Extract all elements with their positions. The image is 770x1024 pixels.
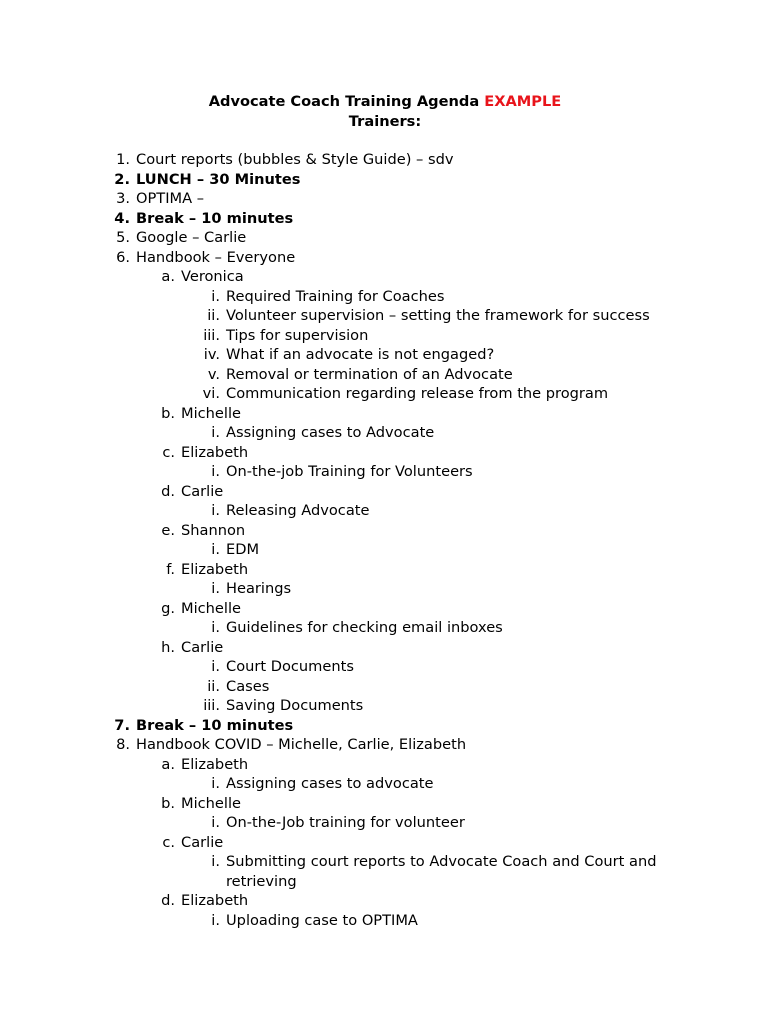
list-item-number: f. (166, 560, 175, 578)
list-item (0, 911, 770, 931)
list-item (0, 696, 770, 716)
list-item (0, 833, 770, 853)
list-item-number: i. (211, 853, 220, 870)
list-item-text: Hearings (226, 580, 292, 597)
list-item (0, 872, 770, 892)
list-item-text: Volunteer supervision – setting the framework for success (226, 307, 650, 324)
list-item-text: Releasing Advocate (226, 502, 370, 519)
list-item (0, 404, 770, 424)
list-item (0, 755, 770, 775)
list-item (0, 287, 770, 307)
list-item (0, 599, 770, 619)
list-item (0, 579, 770, 599)
title-accent: EXAMPLE (484, 93, 562, 110)
list-item (0, 482, 770, 502)
list-item-text: Assigning cases to advocate (226, 775, 434, 792)
list-item-number: c. (162, 833, 175, 851)
list-item-number: c. (162, 443, 175, 461)
list-item-number: a. (161, 755, 175, 773)
list-item-text: Handbook – Everyone (136, 248, 296, 266)
list-item-text: On-the-Job training for volunteer (226, 814, 465, 831)
list-item-text: Assigning cases to Advocate (226, 424, 435, 441)
list-item (0, 638, 770, 658)
list-item-text: Carlie (181, 638, 224, 656)
list-item (0, 540, 770, 560)
list-item-number: i. (211, 814, 220, 831)
page-subtitle: Trainers: (348, 113, 422, 130)
list-item-number: 4. (114, 209, 130, 227)
list-item (0, 150, 770, 170)
list-item (0, 657, 770, 677)
list-item (0, 228, 770, 248)
list-item (0, 813, 770, 833)
list-item-text: Break – 10 minutes (136, 209, 294, 227)
list-item-number: 2. (114, 170, 130, 188)
list-item-number: i. (211, 580, 220, 597)
list-item-number: i. (211, 775, 220, 792)
list-item-text: Michelle (181, 599, 241, 617)
list-item-number: 3. (116, 190, 130, 207)
list-item-text: What if an advocate is not engaged? (226, 346, 495, 363)
page-title (0, 92, 770, 112)
list-item-number: i. (211, 658, 220, 675)
list-item (0, 326, 770, 346)
list-item (0, 891, 770, 911)
list-item-number: 1. (116, 151, 130, 168)
list-item (0, 384, 770, 404)
list-item-text: LUNCH – 30 Minutes (136, 170, 301, 188)
list-item-text: Uploading case to OPTIMA (226, 911, 418, 929)
list-item (0, 716, 770, 736)
list-item (0, 774, 770, 794)
list-item-number: i. (211, 424, 220, 441)
list-item-number: h. (161, 638, 175, 656)
list-item-text: Elizabeth (181, 443, 249, 461)
list-item (0, 189, 770, 209)
list-item-text: Removal or termination of an Advocate (226, 365, 513, 383)
list-item-text: EDM (226, 541, 260, 558)
list-item-text: Michelle (181, 404, 241, 422)
list-item-number: i. (211, 911, 220, 929)
list-item-number: iv. (203, 346, 220, 363)
list-item (0, 209, 770, 229)
list-item (0, 852, 770, 872)
list-item-text: Google – Carlie (136, 229, 247, 246)
list-item-text: Court Documents (226, 658, 354, 675)
list-item (0, 462, 770, 482)
list-item-number: v. (207, 365, 220, 383)
list-item-number: b. (161, 794, 175, 812)
list-item (0, 735, 770, 755)
title-main: Advocate Coach Training Agenda (208, 93, 485, 110)
list-item-text: On-the-job Training for Volunteers (226, 463, 473, 480)
list-item-number: 5. (116, 229, 130, 246)
list-item (0, 267, 770, 287)
list-item-text: Tips for supervision (226, 326, 369, 344)
list-item (0, 443, 770, 463)
list-item (0, 521, 770, 541)
list-item-number: iii. (203, 326, 220, 344)
list-item-number: ii. (207, 307, 220, 324)
list-item-text: Elizabeth (181, 755, 249, 773)
list-item-number: i. (211, 463, 220, 480)
list-item (0, 794, 770, 814)
list-item-number: i. (211, 502, 220, 519)
list-item (0, 501, 770, 521)
list-item-number: i. (211, 619, 220, 636)
list-item (0, 248, 770, 268)
list-item-text: Elizabeth (181, 560, 249, 578)
list-item-number: a. (161, 268, 175, 285)
list-item-text: Cases (226, 677, 270, 695)
list-item-text: Guidelines for checking email inboxes (226, 619, 503, 636)
list-item-text: Michelle (181, 794, 241, 812)
list-item-number: vi. (202, 385, 220, 402)
list-item (0, 560, 770, 580)
list-item (0, 423, 770, 443)
list-item-text: retrieving (226, 872, 297, 890)
list-item-number: 6. (116, 248, 130, 266)
list-item-number: d. (161, 482, 175, 500)
list-item-text: Shannon (181, 521, 246, 539)
list-item-text: Communication regarding release from the program (226, 385, 609, 402)
list-item (0, 306, 770, 326)
list-item-number: 7. (114, 716, 130, 734)
list-item-number: d. (161, 892, 175, 909)
list-item (0, 677, 770, 697)
list-item-text: Court reports (bubbles & Style Guide) – sdv (136, 151, 454, 168)
list-item-text: OPTIMA – (136, 190, 205, 207)
list-item-number: ii. (207, 677, 220, 695)
list-item-text: Carlie (181, 482, 224, 500)
list-item-text: Handbook COVID – Michelle, Carlie, Elizabeth (136, 736, 467, 753)
list-item-text: Required Training for Coaches (226, 287, 445, 305)
list-item-text: Carlie (181, 833, 224, 851)
list-item-number: e. (161, 521, 175, 539)
list-item-text: Saving Documents (226, 697, 364, 714)
list-item-number: g. (161, 599, 175, 617)
list-item (0, 365, 770, 385)
list-item-text: Break – 10 minutes (136, 716, 294, 734)
list-item-number: 8. (116, 736, 130, 753)
list-item (0, 345, 770, 365)
list-item-number: i. (211, 541, 220, 558)
list-item (0, 618, 770, 638)
list-item-text: Veronica (181, 268, 244, 285)
list-item-number: b. (161, 404, 175, 422)
list-item-number: iii. (203, 697, 220, 714)
list-item-text: Elizabeth (181, 892, 249, 909)
list-item (0, 170, 770, 190)
list-item-number: i. (211, 287, 220, 305)
list-item-text: Submitting court reports to Advocate Coach and Court and (226, 853, 657, 870)
